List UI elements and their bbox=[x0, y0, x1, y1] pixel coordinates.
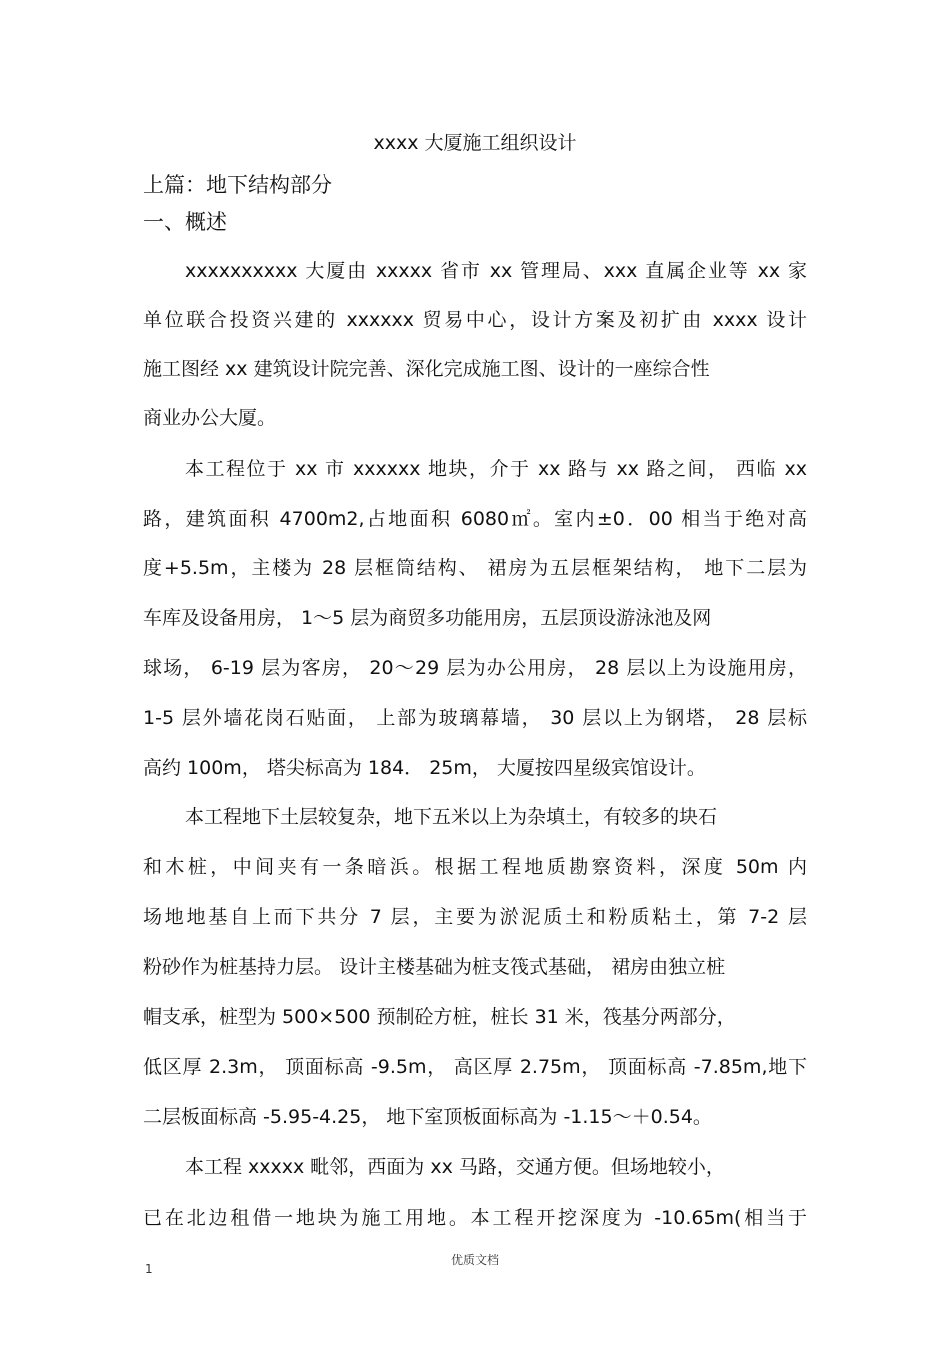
text-line: 高约 100m， 塔尖标高为 184． 25m， 大厦按四星级宾馆设计。 bbox=[143, 757, 706, 779]
footer-label: 优质文档 bbox=[450, 1253, 499, 1267]
document-title: xxxx 大厦施工组织设计 bbox=[373, 132, 577, 154]
part-heading: 上篇：地下结构部分 bbox=[143, 173, 332, 197]
text-line: 场地地基自上而下共分 7 层，主要为淤泥质土和粉质粘土，第 7-2 层 bbox=[143, 906, 807, 928]
text-line: 本工程地下土层较复杂，地下五米以上为杂填土，有较多的块石 bbox=[185, 806, 718, 828]
text-line: 本工程位于 xx 市 xxxxxx 地块，介于 xx 路与 xx 路之间， 西临 xx bbox=[185, 458, 807, 480]
text-line: 球场， 6-19 层为客房， 20～29 层为办公用房， 28 层以上为设施用房， bbox=[143, 657, 807, 679]
text-line: 本工程 xxxxx 毗邻，西面为 xx 马路，交通方便。但场地较小， bbox=[185, 1156, 725, 1178]
page-number: 1 bbox=[145, 1262, 153, 1276]
text-line: 二层板面标高 -5.95-4.25， 地下室顶板面标高为 -1.15～＋0.54。 bbox=[143, 1106, 712, 1128]
text-line: 已在北边租借一地块为施工用地。本工程开挖深度为 -10.65m(相当于 bbox=[143, 1207, 807, 1229]
text-line: 路，建筑面积 4700m2,占地面积 6080㎡。室内±0．00 相当于绝对高 bbox=[143, 508, 807, 530]
text-line: 商业办公大厦。 bbox=[143, 407, 277, 429]
text-line: xxxxxxxxxx 大厦由 xxxxx 省市 xx 管理局、xxx 直属企业等 xx 家 bbox=[185, 260, 807, 282]
text-line: 帽支承，桩型为 500×500 预制砼方桩，桩长 31 米，筏基分两部分， bbox=[143, 1006, 736, 1028]
text-line: 单位联合投资兴建的 xxxxxx 贸易中心，设计方案及初扩由 xxxx 设计 bbox=[143, 309, 807, 331]
text-line: 和木桩，中间夹有一条暗浜。根据工程地质勘察资料，深度 50m 内 bbox=[143, 856, 807, 878]
text-line: 施工图经 xx 建筑设计院完善、深化完成施工图、设计的一座综合性 bbox=[143, 358, 710, 380]
text-line: 1-5 层外墙花岗石贴面， 上部为玻璃幕墙， 30 层以上为钢塔， 28 层标 bbox=[143, 707, 807, 729]
text-line: 车库及设备用房， 1～5 层为商贸多功能用房，五层顶设游泳池及网 bbox=[143, 607, 712, 629]
text-line: 低区厚 2.3m， 顶面标高 -9.5m， 高区厚 2.75m， 顶面标高 -7.85m,地下 bbox=[143, 1056, 807, 1078]
text-line: 度+5.5m，主楼为 28 层框筒结构、 裙房为五层框架结构， 地下二层为 bbox=[143, 557, 807, 579]
section-heading: 一、概述 bbox=[143, 210, 227, 234]
text-line: 粉砂作为桩基持力层。 设计主楼基础为桩支筏式基础， 裙房由独立桩 bbox=[143, 956, 726, 978]
